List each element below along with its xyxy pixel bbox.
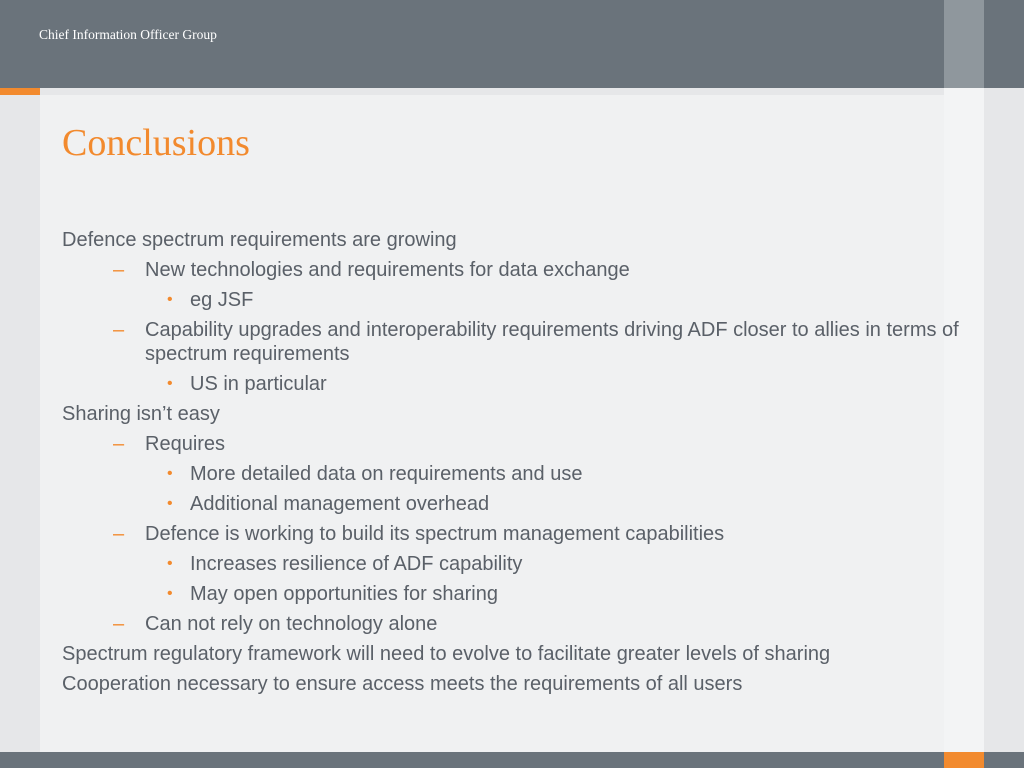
bullet-marker: • bbox=[167, 375, 173, 392]
header-band bbox=[0, 0, 1024, 88]
bullet-marker: • bbox=[167, 465, 173, 482]
bullet-level3: • More detailed data on requirements and use bbox=[167, 463, 583, 485]
bullet-level1: Spectrum regulatory framework will need to evolve to facilitate greater levels of sharing bbox=[62, 643, 831, 665]
bullet-level1: Defence spectrum requirements are growing bbox=[62, 229, 457, 251]
bullet-level2: – Capability upgrades and interoperability requirements driving ADF closer to allies in terms of spectrum requirements bbox=[113, 319, 959, 365]
bullet-level3: • Additional management overhead bbox=[167, 493, 490, 515]
footer-band bbox=[0, 752, 1024, 768]
dash-marker: – bbox=[113, 259, 125, 281]
bullet-level2: – Defence is working to build its spectrum management capabilities bbox=[113, 523, 725, 545]
bullet-level3: • US in particular bbox=[167, 373, 327, 395]
header-org-name: Chief Information Officer Group bbox=[39, 27, 217, 42]
bullet-marker: • bbox=[167, 291, 173, 308]
bullet-level1: Sharing isn’t easy bbox=[62, 403, 220, 425]
slide-body bbox=[62, 228, 962, 702]
slide-title: Conclusions bbox=[62, 122, 250, 164]
orange-accent-left bbox=[0, 88, 40, 95]
header-stripe bbox=[944, 0, 984, 88]
bullet-level2: – New technologies and requirements for data exchange bbox=[113, 259, 630, 281]
bullet-marker: • bbox=[167, 555, 173, 572]
bullet-level1: Cooperation necessary to ensure access meets the requirements of all users bbox=[62, 673, 743, 695]
bullet-level2: – Can not rely on technology alone bbox=[113, 613, 438, 635]
dash-marker: – bbox=[113, 613, 125, 635]
bullet-level3: • Increases resilience of ADF capability bbox=[167, 553, 523, 575]
bullet-level2: – Requires bbox=[113, 433, 226, 455]
orange-accent-right bbox=[944, 752, 984, 768]
bullet-level3: • eg JSF bbox=[167, 289, 254, 311]
dash-marker: – bbox=[113, 319, 125, 341]
dash-marker: – bbox=[113, 433, 125, 455]
dash-marker: – bbox=[113, 523, 125, 545]
bullet-marker: • bbox=[167, 585, 173, 602]
bullet-marker: • bbox=[167, 495, 173, 512]
bullet-level3: • May open opportunities for sharing bbox=[167, 583, 498, 605]
